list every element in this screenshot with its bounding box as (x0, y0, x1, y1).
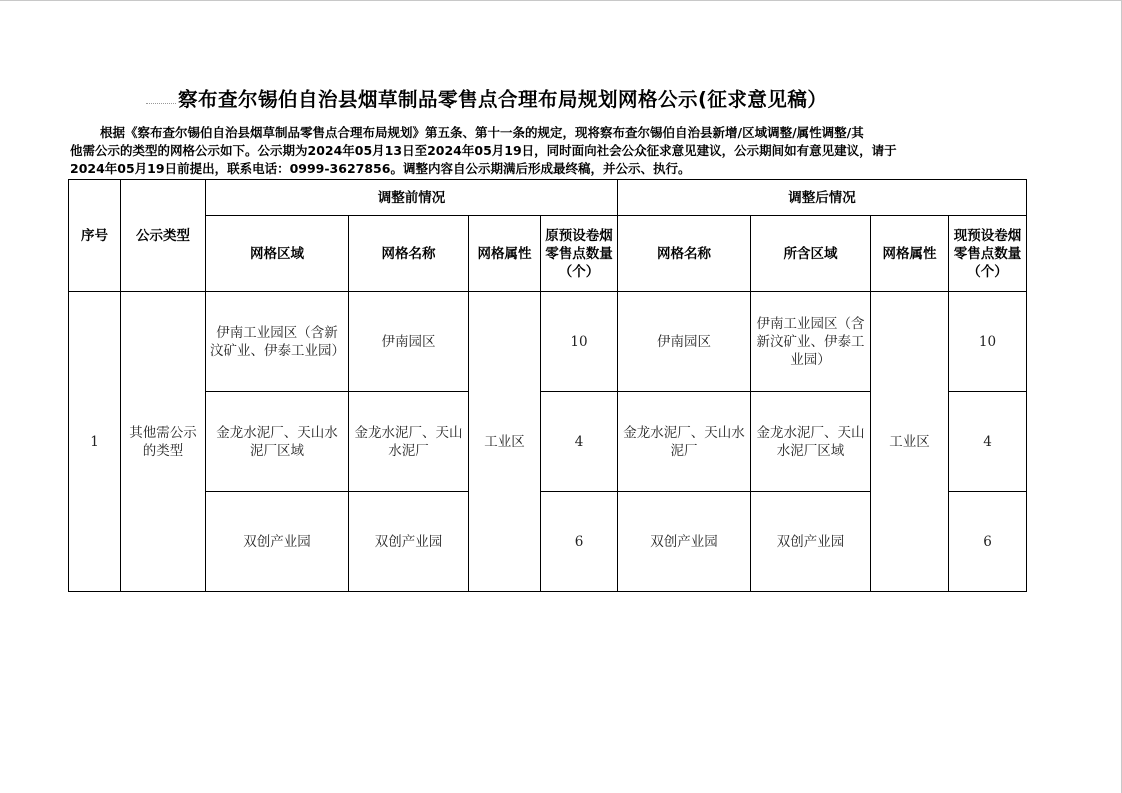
page-title: 察布查尔锡伯自治县烟草制品零售点合理布局规划网格公示(征求意见稿） (178, 88, 828, 111)
cell-before-area: 双创产业园 (206, 492, 349, 592)
header-before-name: 网格名称 (349, 216, 469, 292)
grid-table (68, 179, 1027, 592)
cell-before-name: 双创产业园 (349, 492, 469, 592)
header-seq: 序号 (69, 180, 121, 292)
cell-before-count: 6 (541, 492, 618, 592)
cell-after-name: 伊南园区 (618, 292, 751, 392)
cell-after-area: 金龙水泥厂、天山水泥厂区域 (751, 392, 871, 492)
cell-before-name: 金龙水泥厂、天山水泥厂 (349, 392, 469, 492)
header-after-name: 网格名称 (618, 216, 751, 292)
cell-before-area: 金龙水泥厂、天山水泥厂区域 (206, 392, 349, 492)
cell-after-name: 双创产业园 (618, 492, 751, 592)
cell-after-name: 金龙水泥厂、天山水泥厂 (618, 392, 751, 492)
table-row (69, 292, 1027, 392)
cell-before-attr: 工业区 (469, 292, 541, 592)
header-row-2 (69, 216, 1027, 292)
cell-after-count: 10 (949, 292, 1027, 392)
intro-paragraph (70, 124, 1030, 178)
intro-line-1: 根据《察布查尔锡伯自治县烟草制品零售点合理布局规划》第五条、第十一条的规定，现将察布查尔锡伯自治县新增/区域调整/属性调整/其 (100, 125, 864, 140)
header-after-count: 现预设卷烟零售点数量（个） (949, 216, 1027, 292)
header-before-attr: 网格属性 (469, 216, 541, 292)
cell-before-count: 10 (541, 292, 618, 392)
cell-after-area: 伊南工业园区（含新汶矿业、伊泰工业园） (751, 292, 871, 392)
header-after-area: 所含区域 (751, 216, 871, 292)
header-before: 调整前情况 (206, 180, 618, 216)
title-leader-dots (146, 103, 176, 105)
header-before-area: 网格区域 (206, 216, 349, 292)
header-after: 调整后情况 (618, 180, 1027, 216)
cell-after-count: 6 (949, 492, 1027, 592)
cell-before-count: 4 (541, 392, 618, 492)
header-row-1 (69, 180, 1027, 216)
page-border-top (0, 0, 1122, 1)
header-type: 公示类型 (121, 180, 206, 292)
cell-seq: 1 (69, 292, 121, 592)
cell-before-area: 伊南工业园区（含新汶矿业、伊泰工业园） (206, 292, 349, 392)
cell-before-name: 伊南园区 (349, 292, 469, 392)
intro-line-3: 2024年05月19日前提出，联系电话：0999-3627856。调整内容自公示期满后形成最终稿，并公示、执行。 (70, 161, 691, 176)
cell-after-attr: 工业区 (871, 292, 949, 592)
cell-after-count: 4 (949, 392, 1027, 492)
intro-line-2: 他需公示的类型的网格公示如下。公示期为2024年05月13日至2024年05月19日，同时面向社会公众征求意见建议，公示期间如有意见建议，请于 (70, 143, 897, 158)
header-after-attr: 网格属性 (871, 216, 949, 292)
cell-type: 其他需公示的类型 (121, 292, 206, 592)
header-before-count: 原预设卷烟零售点数量（个） (541, 216, 618, 292)
cell-after-area: 双创产业园 (751, 492, 871, 592)
